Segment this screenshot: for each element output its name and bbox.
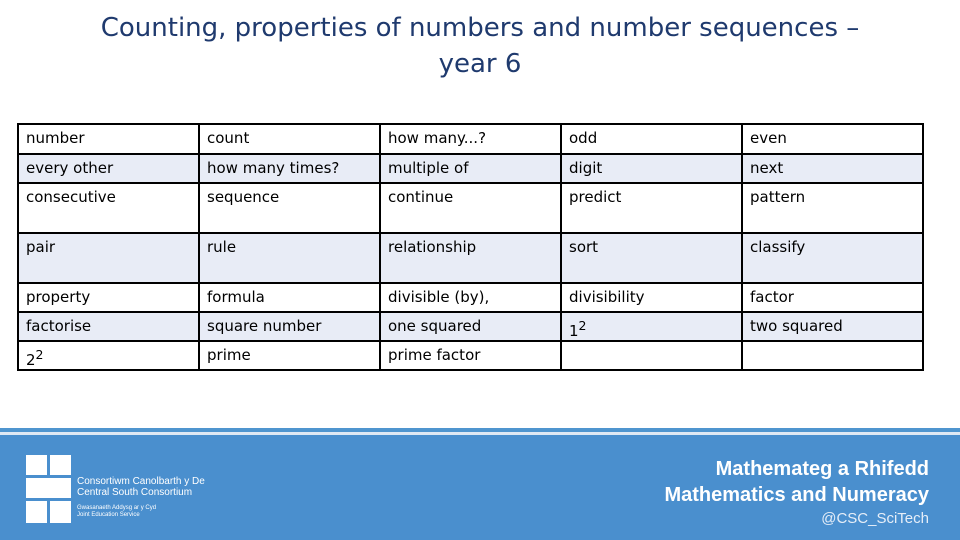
table-cell: every other <box>18 154 199 183</box>
table-cell: divisible (by), <box>380 283 561 312</box>
table-cell: predict <box>561 183 742 233</box>
table-cell: prime factor <box>380 341 561 370</box>
table-row <box>18 233 923 283</box>
brand-english: Mathematics and Numeracy <box>664 484 929 506</box>
table-row <box>18 341 923 370</box>
table-cell: digit <box>561 154 742 183</box>
logo-line-english: Central South Consortium <box>77 487 193 498</box>
table-cell: even <box>742 124 923 154</box>
table-cell: sort <box>561 233 742 283</box>
table-cell: how many times? <box>199 154 380 183</box>
table-cell: continue <box>380 183 561 233</box>
consortium-logo-icon <box>26 455 71 523</box>
brand-welsh: Mathemateg a Rhifedd <box>715 458 929 480</box>
table-cell: how many...? <box>380 124 561 154</box>
table-cell: count <box>199 124 380 154</box>
table-cell: square number <box>199 312 380 341</box>
brand-block <box>664 456 929 530</box>
table-row <box>18 124 923 154</box>
table-cell: next <box>742 154 923 183</box>
table-cell: factorise <box>18 312 199 341</box>
table-cell <box>18 341 199 370</box>
table-cell: odd <box>561 124 742 154</box>
superscript: 2 <box>35 347 44 362</box>
table-cell: number <box>18 124 199 154</box>
cell-text: 2 <box>26 351 36 369</box>
table-cell: two squared <box>742 312 923 341</box>
table-cell: sequence <box>199 183 380 233</box>
table-cell <box>561 341 742 370</box>
page-title <box>40 10 920 82</box>
title-line-2: year 6 <box>438 49 522 79</box>
logo-text <box>77 476 205 498</box>
table-cell: pattern <box>742 183 923 233</box>
table-row <box>18 154 923 183</box>
footer-banner <box>0 435 960 540</box>
logo-line-welsh: Consortiwm Canolbarth y De <box>77 476 205 487</box>
table-row <box>18 283 923 312</box>
table-cell <box>561 312 742 341</box>
table-cell: divisibility <box>561 283 742 312</box>
logo-subtext-english: Joint Education Service <box>77 512 140 518</box>
title-line-1: Counting, properties of numbers and number sequences – <box>100 13 860 43</box>
table-cell: relationship <box>380 233 561 283</box>
logo-subtext <box>77 505 156 519</box>
table-cell: consecutive <box>18 183 199 233</box>
table-cell <box>742 341 923 370</box>
logo-subtext-welsh: Gwasanaeth Addysg ar y Cyd <box>77 505 157 511</box>
cell-text: 1 <box>569 322 579 340</box>
table-cell: property <box>18 283 199 312</box>
vocabulary-table <box>17 123 924 371</box>
table-cell: formula <box>199 283 380 312</box>
table-row <box>18 183 923 233</box>
table-cell: classify <box>742 233 923 283</box>
twitter-handle: @CSC_SciTech <box>821 510 929 527</box>
table-cell: factor <box>742 283 923 312</box>
table-cell: one squared <box>380 312 561 341</box>
table-cell: rule <box>199 233 380 283</box>
table-cell: multiple of <box>380 154 561 183</box>
table-cell: pair <box>18 233 199 283</box>
table-row <box>18 312 923 341</box>
table-cell: prime <box>199 341 380 370</box>
superscript: 2 <box>578 318 587 333</box>
